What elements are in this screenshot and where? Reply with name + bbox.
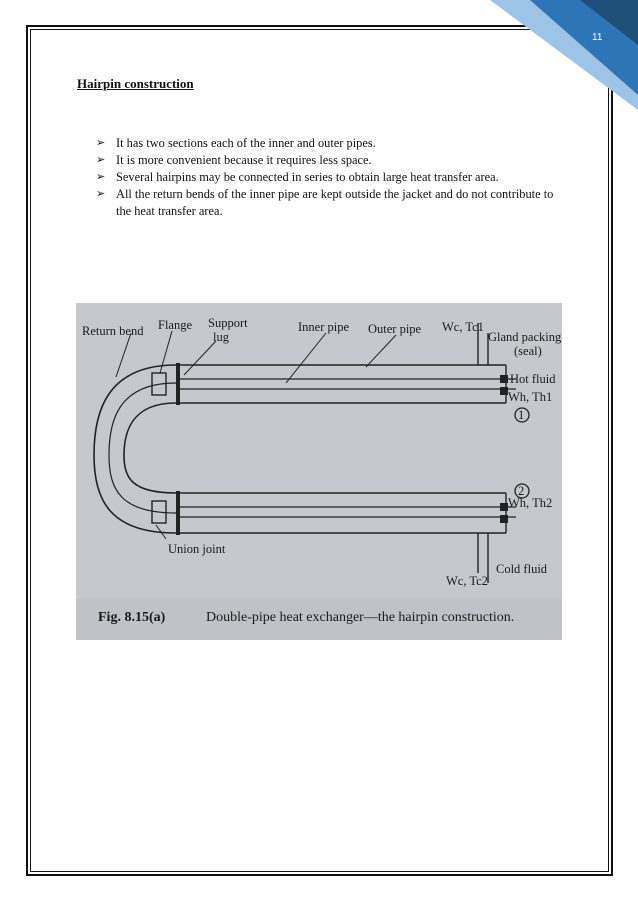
label-support-lug-2: lug — [213, 330, 229, 344]
corner-decoration — [470, 0, 638, 110]
figure-caption-number: Fig. 8.15(a) — [98, 610, 166, 625]
label-flange: Flange — [158, 318, 193, 332]
label-circle-1: 1 — [518, 408, 525, 422]
list-item-text: Several hairpins may be connected in series to obtain large heat transfer area. — [116, 170, 499, 184]
label-wc-tc2: Wc, Tc2 — [446, 574, 488, 588]
label-return-bend: Return bend — [82, 324, 144, 338]
label-gland-packing-2: (seal) — [514, 344, 542, 358]
section-heading: Hairpin construction — [77, 76, 194, 91]
label-inner-pipe: Inner pipe — [298, 320, 350, 334]
page-number: 11 — [592, 32, 603, 43]
label-circle-2: 2 — [518, 484, 525, 498]
arrow-bullet-icon: ➢ — [96, 171, 106, 183]
label-wc-tc1: Wc, Tc1 — [442, 320, 484, 334]
label-cold-fluid: Cold fluid — [496, 562, 548, 576]
hairpin-figure — [76, 303, 562, 640]
list-item — [96, 152, 566, 169]
label-union-joint: Union joint — [168, 542, 226, 556]
arrow-bullet-icon: ➢ — [96, 188, 106, 200]
list-item — [96, 186, 566, 220]
arrow-bullet-icon: ➢ — [96, 154, 106, 166]
label-hot-fluid: Hot fluid — [510, 372, 556, 386]
list-item — [96, 169, 566, 186]
figure-caption-text: Double-pipe heat exchanger—the hairpin construction. — [206, 610, 515, 625]
list-item-text: It has two sections each of the inner and outer pipes. — [116, 136, 376, 150]
label-wh-th2: Wh, Th2 — [508, 496, 553, 510]
label-outer-pipe: Outer pipe — [368, 322, 422, 336]
label-support-lug-1: Support — [208, 316, 248, 330]
list-item — [96, 135, 566, 152]
list-item-text: It is more convenient because it requires less space. — [116, 153, 372, 167]
label-wh-th1: Wh, Th1 — [508, 390, 553, 404]
list-item-text: All the return bends of the inner pipe are kept outside the jacket and do not contribute to the heat transfer area. — [116, 187, 554, 218]
hairpin-diagram — [76, 303, 562, 640]
arrow-bullet-icon: ➢ — [96, 137, 106, 149]
bullet-list — [96, 135, 566, 220]
label-gland-packing-1: Gland packing — [488, 330, 562, 344]
